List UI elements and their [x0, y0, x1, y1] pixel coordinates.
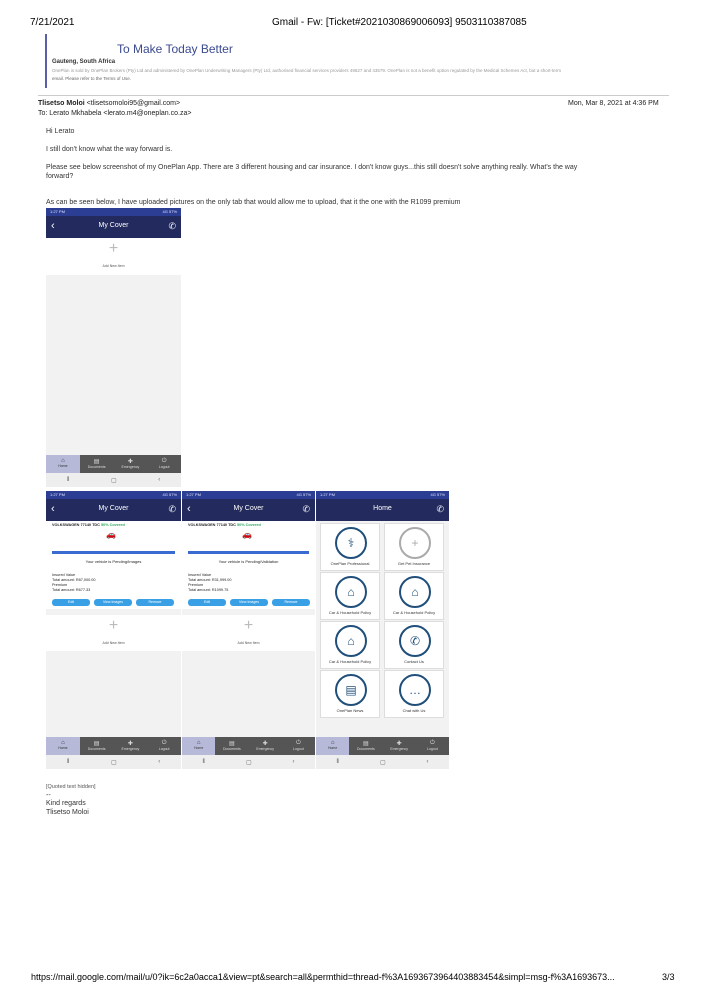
- home-icon: ⌂: [61, 458, 65, 464]
- tab-bar: ⌂ Home ▤ Documents ✚ Emergency ⏻ Logout: [316, 737, 449, 755]
- coverage-bar: [52, 551, 175, 554]
- phone-call-icon: ✆: [399, 625, 431, 657]
- message-to: To: Lerato Mkhabela <lerato.m4@oneplan.co.za>: [38, 110, 192, 117]
- view-images-button[interactable]: View Images: [94, 599, 132, 606]
- chat-icon: …: [399, 674, 431, 706]
- app-screenshot-2: 1:27 PM 4G 57% ‹ My Cover ✆ VOLKSWAGEN 77140 TDC 50% Covered 🚗 Your vehicle is Pending/Images Insured Value Total amount: R87,000.00 Premium Total amount: R677.33 Edit View Images Remove + Add New Item ⌂ Home ▤ Documents ✚ Emergency ⏻ Logout ⦀ ▢ ‹: [46, 491, 181, 769]
- edit-button[interactable]: Edit: [52, 599, 90, 606]
- tab-bar: ⌂ Home ▤ Documents ✚ Emergency ⏻ Logout: [46, 737, 181, 755]
- phone-icon[interactable]: ✆: [168, 221, 176, 231]
- phone-icon[interactable]: ✆: [302, 504, 310, 514]
- banner-disclaimer: OnePlan is sold by OnePlan Brokers (Pty) Ltd and administered by OnePlan Underwriting Managers (Pty) Ltd, authorised financial services providers 49627 and 43579. OnePlan is not a benefit option regulated by the Medical Schemes Act, but a short-term: [52, 68, 562, 73]
- banner-region: Gauteng, South Africa: [52, 59, 116, 65]
- tab-documents[interactable]: ▤ Documents: [80, 455, 114, 473]
- back-nav-icon[interactable]: ‹: [158, 477, 161, 483]
- regards: Kind regards: [46, 800, 86, 807]
- plus-icon: +: [108, 240, 119, 257]
- logout-icon: ⏻: [161, 458, 167, 464]
- phone-icon[interactable]: ✆: [436, 504, 444, 514]
- car-house-icon: ⌂: [399, 576, 431, 608]
- back-icon[interactable]: ‹: [51, 503, 55, 515]
- add-item-card[interactable]: [46, 238, 181, 275]
- vehicle-status: Your vehicle is Pending/Images: [85, 559, 142, 564]
- print-title: Gmail - Fw: [Ticket#2021030869006093] 9503110387085: [272, 17, 527, 28]
- tab-logout[interactable]: ⏻ Logout: [147, 455, 181, 473]
- phone-icon[interactable]: ✆: [168, 504, 176, 514]
- grid-oneplan-news[interactable]: ▤ OnePlan News: [320, 670, 380, 718]
- car-icon: 🚗: [242, 530, 252, 539]
- grid-chat[interactable]: … Chat with Us: [384, 670, 444, 718]
- remove-button[interactable]: Remove: [272, 599, 310, 606]
- android-nav: [46, 473, 181, 487]
- car-icon: 🚗: [106, 530, 116, 539]
- app-title: Home: [373, 505, 392, 512]
- grid-car-household-1[interactable]: ⌂ Car & Household Policy: [320, 572, 380, 620]
- add-item-card[interactable]: + Add New Item: [182, 615, 315, 651]
- home-nav-icon[interactable]: ▢: [110, 477, 117, 484]
- quote-bar: [45, 34, 47, 88]
- tab-bar: ⌂ Home ▤ Documents ✚ Emergency ⏻ Logout: [182, 737, 315, 755]
- message-sender: [38, 100, 180, 107]
- grid-oneplan-professional[interactable]: ⚕ OnePlan Professional: [320, 523, 380, 571]
- status-bar: 1:27 PM 4G 57%: [46, 208, 181, 216]
- vehicle-card: VOLKSWAGEN 77140 TDC 50% Covered 🚗 Your vehicle is Pending/Validation Insured Value Total amount: R31,999.00 Premium Total amount: R1099.75 Edit View Images Remove: [182, 521, 315, 609]
- documents-icon: ▤: [93, 459, 100, 465]
- back-icon[interactable]: ‹: [51, 220, 55, 232]
- app-screenshot-3: 1:27 PM 4G 57% ‹ My Cover ✆ VOLKSWAGEN 77140 TDC 50% Covered 🚗 Your vehicle is Pending/Validation Insured Value Total amount: R31,999.00 Premium Total amount: R1099.75 Edit View Images Remove + Add New Item ⌂ Home ▤ Documents ✚ Emergency ⏻ Logout ⦀ ▢ ‹: [182, 491, 315, 769]
- plus-circle-icon: +: [399, 527, 431, 559]
- page-number: 3/3: [662, 972, 675, 982]
- view-images-button[interactable]: View Images: [230, 599, 268, 606]
- divider: [38, 95, 669, 96]
- tab-emergency[interactable]: ✚ Emergency: [114, 455, 148, 473]
- print-url: https://mail.google.com/mail/u/0?ik=6c2a0acca1&view=pt&search=all&permthid=thread-f%3A1693673964403883454&simpl=msg-f%3A1693673...: [31, 972, 615, 982]
- car-house-icon: ⌂: [335, 625, 367, 657]
- remove-button[interactable]: Remove: [136, 599, 174, 606]
- add-new-label: Add New Item: [102, 264, 125, 268]
- paragraph-3: As can be seen below, I have uploaded pictures on the only tab that would allow me to upload, that it the one with the R1099 premium: [46, 199, 461, 206]
- sender-email: <tlisetsomoloi95@gmail.com>: [86, 100, 181, 107]
- car-house-icon: ⌂: [335, 576, 367, 608]
- edit-button[interactable]: Edit: [188, 599, 226, 606]
- app-screenshot-4: 1:27 PM 4G 57% Home ✆ ⚕ OnePlan Professional + Get Pet Insurance ⌂ Car & Household Policy ⌂ Car & Household Policy ⌂ Car & Household Policy ✆ Contact Us ▤ OnePlan News … Chat with Us ⌂ Home ▤ Documents ✚ Emergency ⏻ Logout ⦀ ▢ ‹: [316, 491, 449, 769]
- quoted-text-toggle[interactable]: [Quoted text hidden]: [46, 784, 96, 790]
- greeting: Hi Lerato: [46, 128, 75, 135]
- paragraph-2a: Please see below screenshot of my OnePlan App. There are 3 different housing and car insurance. I don't know guys...this still doesn't solve anything really. What's the way: [46, 164, 578, 171]
- grid-car-household-3[interactable]: ⌂ Car & Household Policy: [320, 621, 380, 669]
- emergency-icon: ✚: [127, 459, 133, 465]
- grid-contact-us[interactable]: ✆ Contact Us: [384, 621, 444, 669]
- app-screenshot-1: [46, 208, 181, 487]
- banner-slogan: To Make Today Better: [117, 42, 233, 56]
- stethoscope-icon: ⚕: [335, 527, 367, 559]
- grid-car-household-2[interactable]: ⌂ Car & Household Policy: [384, 572, 444, 620]
- app-bar: [46, 216, 181, 238]
- sender-name: Tlisetso Moloi: [38, 100, 85, 107]
- newspaper-icon: ▤: [335, 674, 367, 706]
- vehicle-card: VOLKSWAGEN 77140 TDC 50% Covered 🚗 Your vehicle is Pending/Images Insured Value Total amount: R87,000.00 Premium Total amount: R677.33 Edit View Images Remove: [46, 521, 181, 609]
- paragraph-1: I still don't know what the way forward is.: [46, 146, 173, 153]
- plus-icon: +: [108, 617, 119, 634]
- tab-home[interactable]: ⌂ Home: [46, 455, 80, 473]
- add-item-card[interactable]: + Add New Item: [46, 615, 181, 651]
- back-icon[interactable]: ‹: [187, 503, 191, 515]
- recents-icon[interactable]: ⦀: [66, 476, 70, 483]
- signature: Tlisetso Moloi: [46, 809, 89, 816]
- message-date: Mon, Mar 8, 2021 at 4:36 PM: [568, 100, 659, 107]
- tab-bar: [46, 455, 181, 473]
- grid-pet-insurance[interactable]: + Get Pet Insurance: [384, 523, 444, 571]
- coverage-bar: [188, 551, 309, 554]
- vehicle-name: VOLKSWAGEN 77140 TDC: [52, 523, 100, 527]
- paragraph-2b: forward?: [46, 173, 74, 180]
- banner-terms[interactable]: email. Please refer to the Terms of Use.: [52, 76, 131, 81]
- app-title: My Cover: [98, 222, 129, 229]
- sig-dash: --: [46, 792, 51, 799]
- covered-badge: 50% Covered: [100, 523, 125, 527]
- print-date: 7/21/2021: [30, 17, 75, 28]
